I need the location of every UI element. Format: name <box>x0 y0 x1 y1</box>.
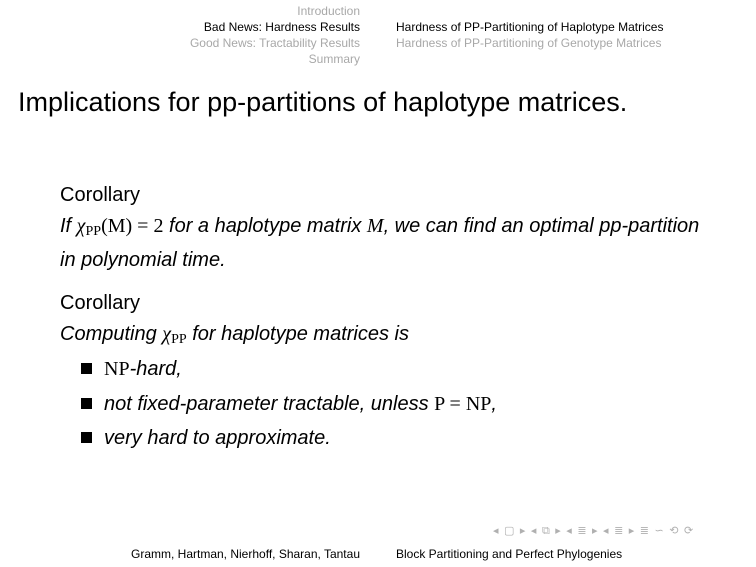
section-navigation <box>190 3 360 67</box>
nav-section-summary[interactable]: Summary <box>308 52 360 66</box>
corollary-2-title: Corollary <box>60 292 141 314</box>
corollary-1-body: If $\chi_{PP}(M) = 2$ for a haplotype matrix M, we can find an optimal pp-partition in polynomial time. <box>60 215 700 271</box>
list-item: very hard to approximate. <box>81 425 331 451</box>
nav-section-introduction[interactable]: Introduction <box>297 4 360 18</box>
bullet-square-icon <box>81 363 92 374</box>
nav-subsection-haplotype[interactable]: Hardness of PP-Partitioning of Haplotype Matrices <box>396 20 664 34</box>
nav-subsection-genotype[interactable]: Hardness of PP-Partitioning of Genotype Matrices <box>396 36 662 50</box>
corollary-2-body: Computing $\chi_{PP}$ for haplotype matrices is <box>60 323 409 347</box>
frame-title: Implications for pp-partitions of haplotype matrices. <box>18 87 628 117</box>
nav-section-good-news[interactable]: Good News: Tractability Results <box>189 36 360 50</box>
footer-title: Block Partitioning and Perfect Phylogenies <box>396 547 623 561</box>
subsection-navigation <box>396 19 663 51</box>
footer-authors: Gramm, Hartman, Nierhoff, Sharan, Tantau <box>131 547 360 561</box>
bullet-square-icon <box>81 398 92 409</box>
nav-section-bad-news[interactable]: Bad News: Hardness Results <box>203 20 360 34</box>
list-item: NP-hard, <box>81 356 182 382</box>
beamer-navigation-icons[interactable]: ◂ ▢ ▸ ◂ ⧉ ▸ ◂ ≣ ▸ ◂ ≣ ▸ ≣ ∽ ⟲ ⟳ <box>493 524 695 537</box>
list-item: not fixed-parameter tractable, unless P = NP, <box>81 391 497 417</box>
bullet-square-icon <box>81 432 92 443</box>
corollary-1-title: Corollary <box>60 184 141 206</box>
